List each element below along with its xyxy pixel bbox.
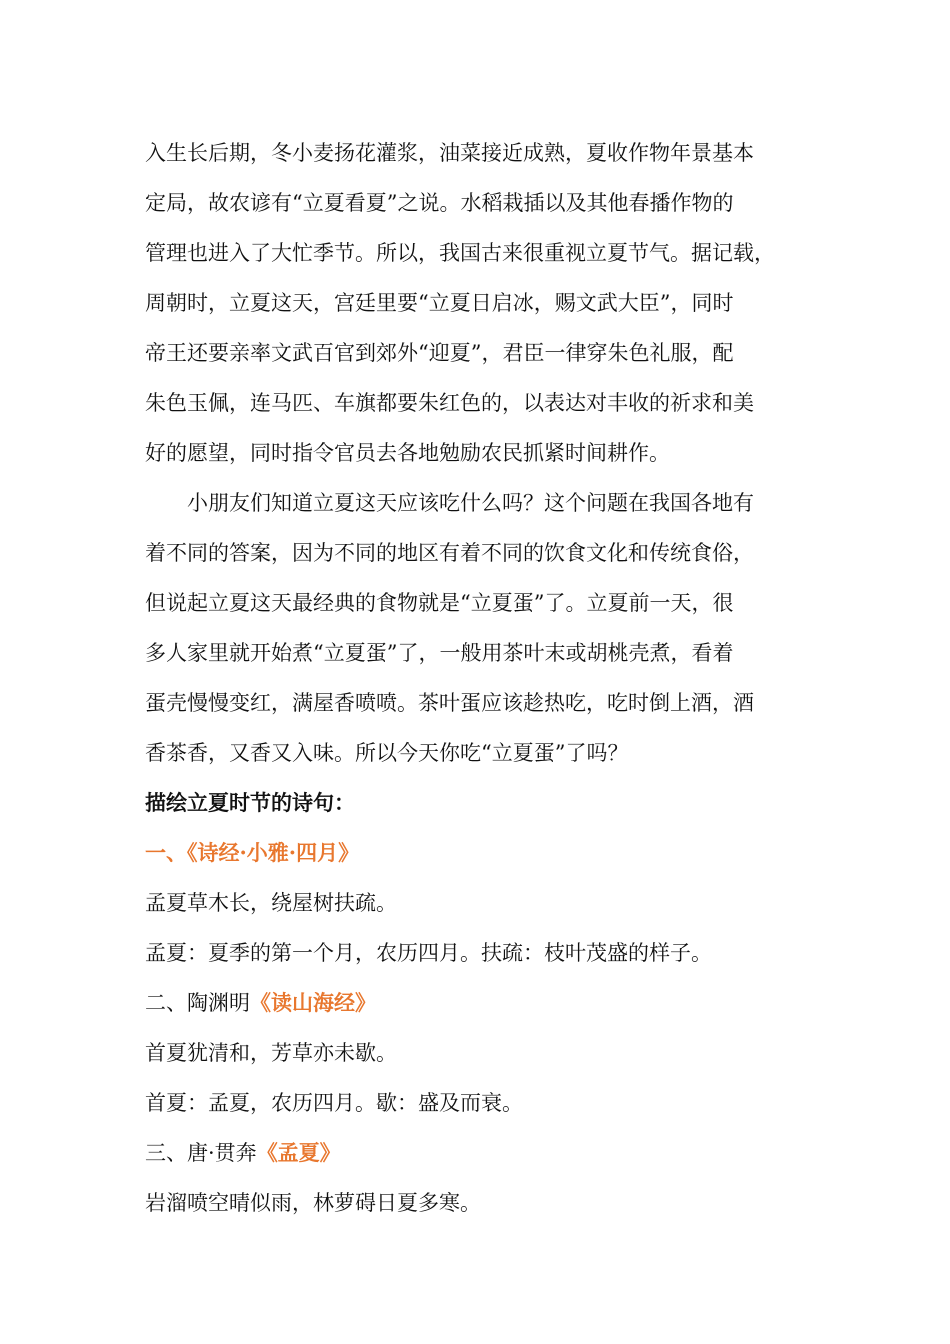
poem-heading: 一、《诗经·小雅·四月》 [145,840,360,865]
paragraph-line: 香茶香，又香又入味。所以今天你吃“立夏蛋”了吗？ [145,741,629,765]
poem-heading [145,978,835,1028]
paragraph-line: 入生长后期，冬小麦扬花灌浆，油菜接近成熟，夏收作物年景基本 [145,141,754,165]
poem-note: 孟夏：夏季的第一个月，农历四月。扶疏：枝叶茂盛的样子。 [145,941,712,965]
poem-heading [145,1128,835,1178]
poem-1 [145,828,835,978]
poem-2 [145,978,835,1128]
paragraph-lixia-customs [145,128,835,478]
poem-verse: 岩溜喷空晴似雨，林萝碍日夏多寒。 [145,1191,481,1215]
paragraph-line: 蛋壳慢慢变红，满屋香喷喷。茶叶蛋应该趁热吃，吃时倒上酒，酒 [145,691,754,715]
poems-heading: 描绘立夏时节的诗句： [145,791,355,815]
paragraph-line: 帝王还要亲率文武百官到郊外“迎夏”，君臣一律穿朱色礼服，配 [145,341,734,365]
poem-verse: 孟夏草木长，绕屋树扶疏。 [145,891,397,915]
poem-3 [145,1128,835,1228]
poem-title: 《读山海经》 [250,990,376,1015]
poem-verse: 首夏犹清和，芳草亦未歇。 [145,1041,397,1065]
paragraph-line: 多人家里就开始煮“立夏蛋”了，一般用茶叶末或胡桃壳煮，看着 [145,641,734,665]
paragraph-lixia-egg [145,478,835,778]
paragraph-line: 好的愿望，同时指令官员去各地勉励农民抓紧时间耕作。 [145,441,670,465]
paragraph-line: 朱色玉佩，连马匹、车旗都要朱红色的，以表达对丰收的祈求和美 [145,391,754,415]
article-body [145,128,835,1228]
paragraph-line: 周朝时，立夏这天，宫廷里要“立夏日启冰，赐文武大臣”，同时 [145,291,734,315]
poem-author: 三、唐·贯奔 [145,1141,257,1165]
paragraph-line: 着不同的答案，因为不同的地区有着不同的饮食文化和传统食俗， [145,541,754,565]
paragraph-line: 管理也进入了大忙季节。所以，我国古来很重视立夏节气。据记载， [145,241,775,265]
paragraph-line: 小朋友们知道立夏这天应该吃什么吗？这个问题在我国各地有 [187,491,754,515]
poem-note: 首夏：孟夏，农历四月。歇：盛及而衰。 [145,1091,523,1115]
paragraph-line: 但说起立夏这天最经典的食物就是“立夏蛋”了。立夏前一天，很 [145,591,734,615]
poem-title: 《孟夏》 [256,1140,341,1165]
poem-author: 二、陶渊明 [145,991,250,1015]
paragraph-line: 定局，故农谚有“立夏看夏”之说。水稻栽插以及其他春播作物的 [145,191,734,215]
